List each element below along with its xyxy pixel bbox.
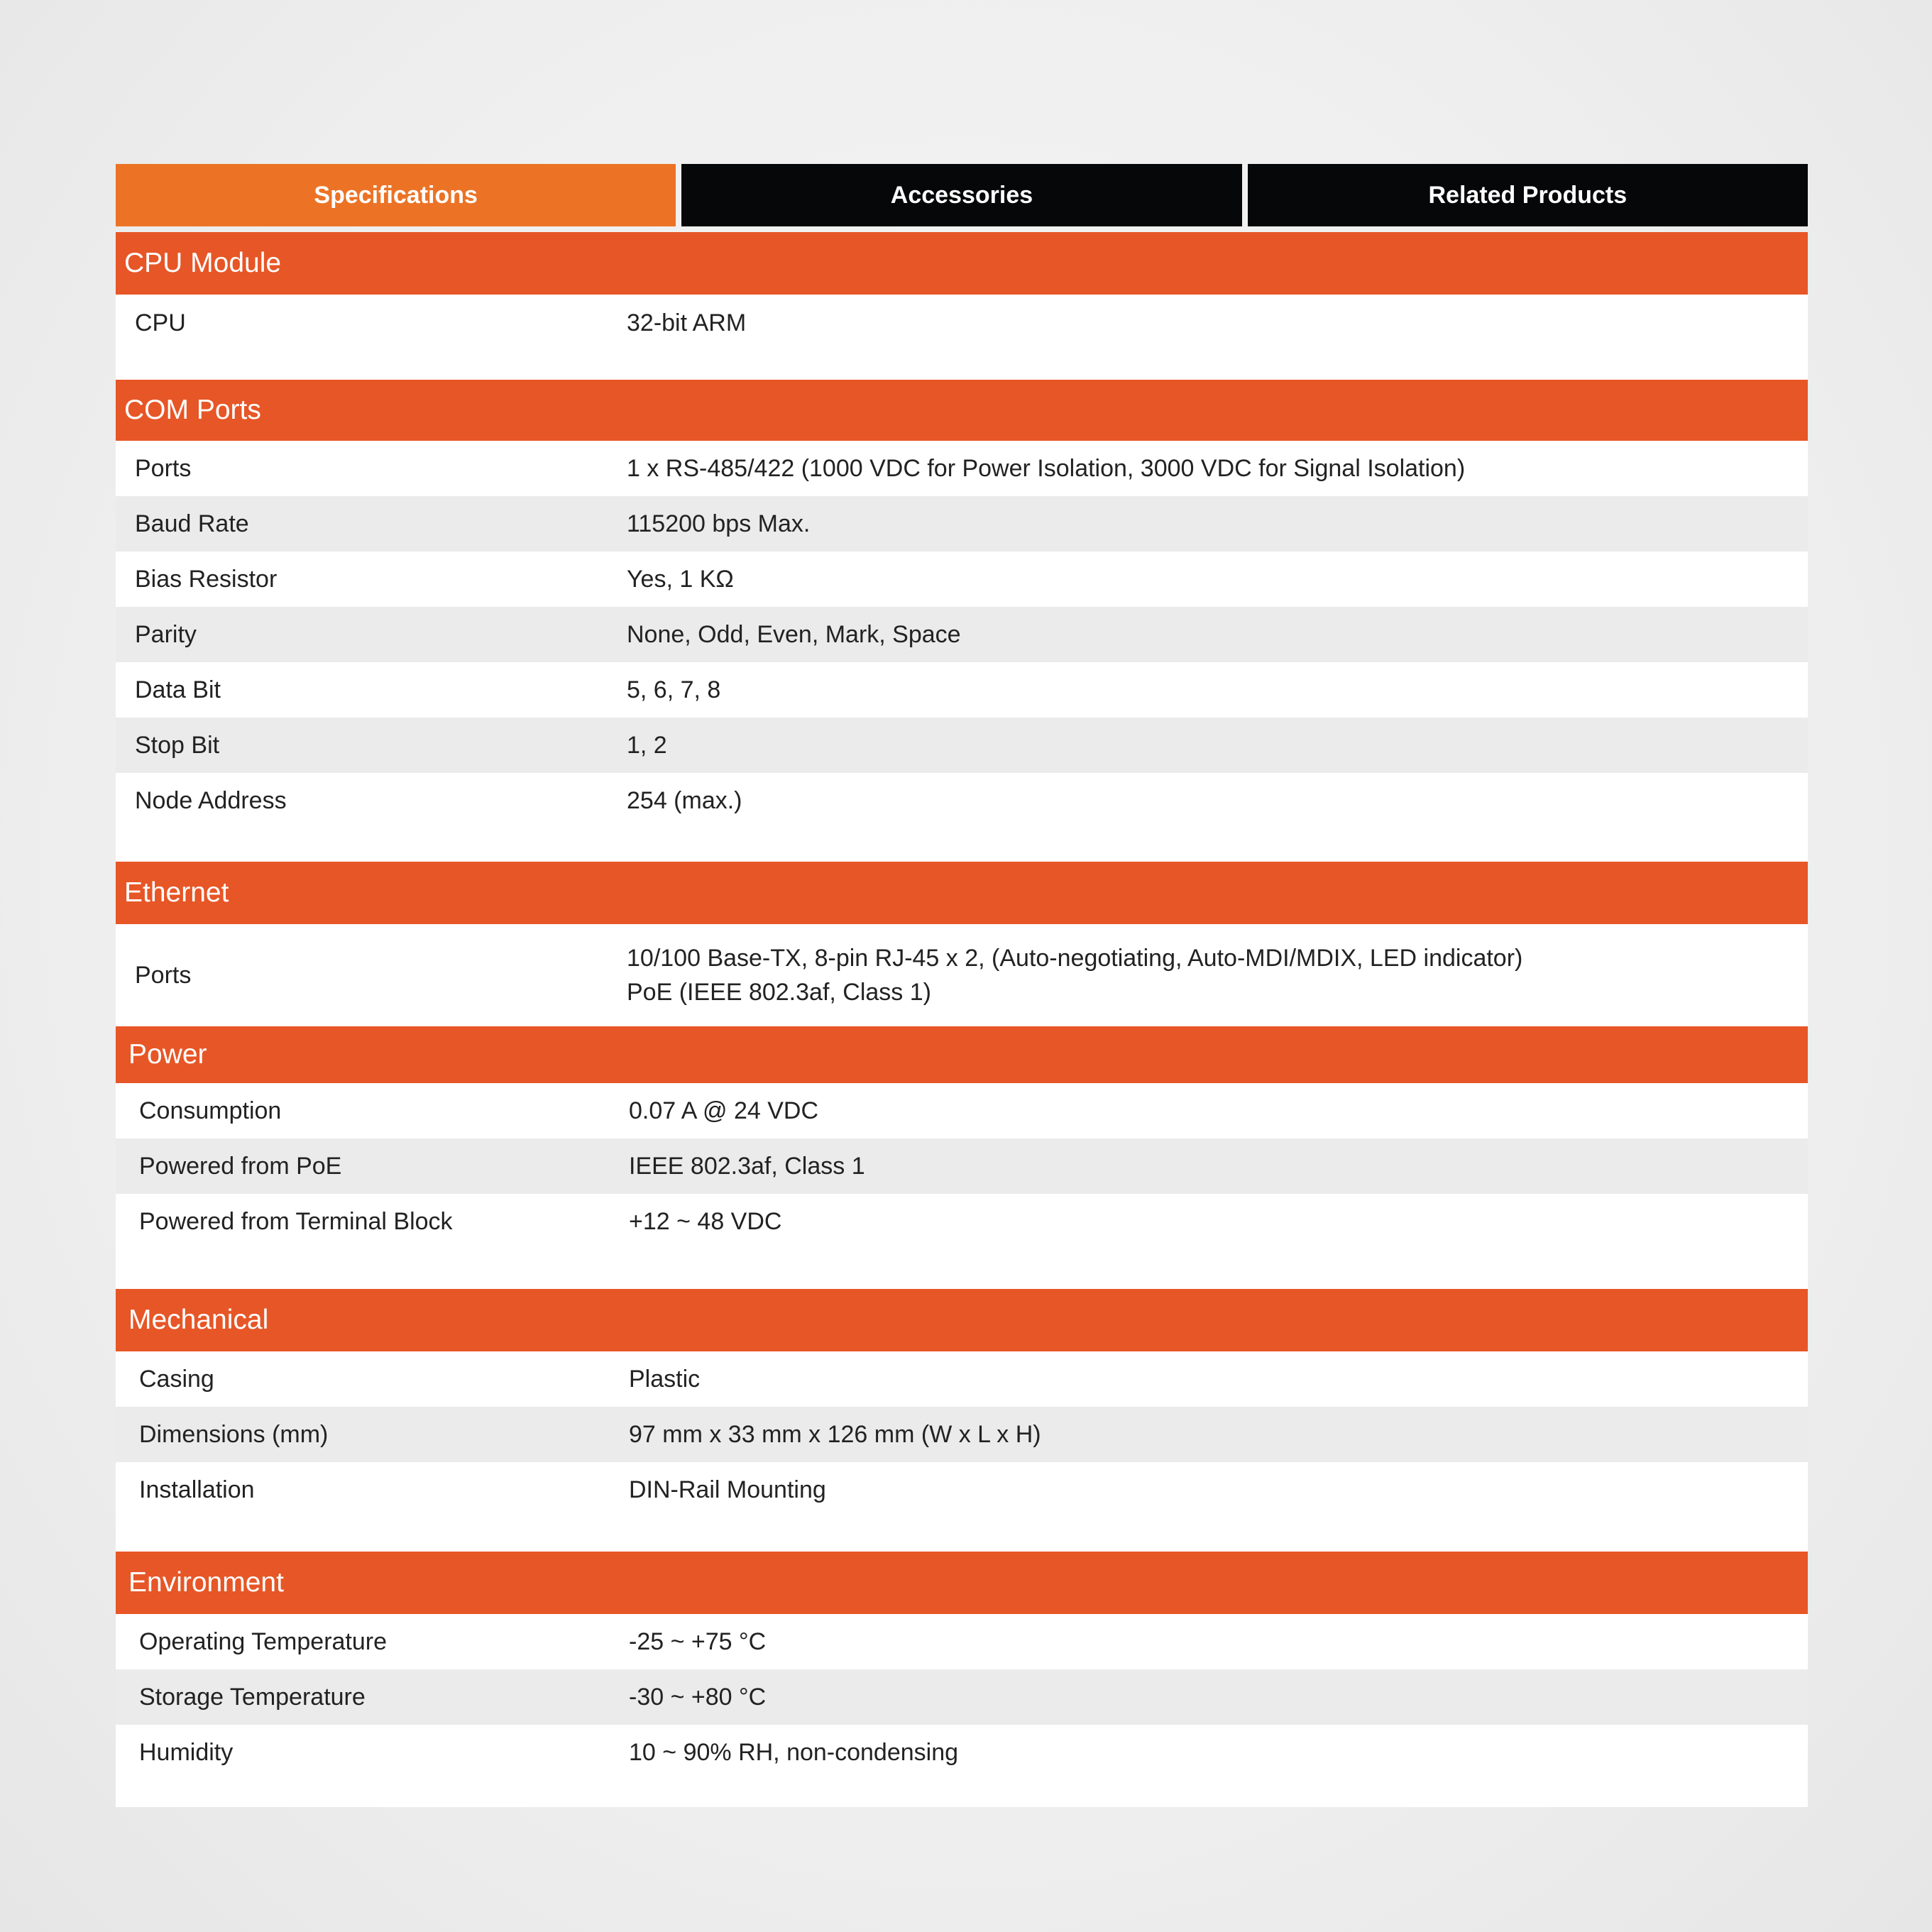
section-header-environment: Environment bbox=[116, 1552, 1808, 1614]
table-row bbox=[116, 1194, 1808, 1249]
row-label: Node Address bbox=[135, 786, 287, 814]
row-value: -25 ~ +75 °C bbox=[629, 1628, 767, 1655]
row-value: 1, 2 bbox=[627, 732, 667, 759]
row-value: IEEE 802.3af, Class 1 bbox=[629, 1153, 865, 1180]
row-value: 32-bit ARM bbox=[627, 309, 747, 336]
row-label: Baud Rate bbox=[135, 510, 249, 537]
row-value: -30 ~ +80 °C bbox=[629, 1684, 767, 1711]
table-row bbox=[116, 295, 1808, 351]
table-row bbox=[116, 1669, 1808, 1725]
row-value: +12 ~ 48 VDC bbox=[629, 1208, 782, 1235]
section-com-ports bbox=[116, 441, 1808, 862]
row-label: Humidity bbox=[139, 1738, 234, 1766]
table-row bbox=[116, 607, 1808, 662]
section-spacer bbox=[116, 351, 1808, 380]
row-value: Plastic bbox=[629, 1366, 701, 1393]
section-cpu-module bbox=[116, 295, 1808, 380]
tab-specifications[interactable]: Specifications bbox=[116, 164, 676, 226]
row-value: 115200 bps Max. bbox=[627, 510, 811, 537]
section-spacer bbox=[116, 1780, 1808, 1807]
row-value-line-1: 10/100 Base-TX, 8-pin RJ-45 x 2, (Auto-negotiating, Auto-MDI/MDIX, LED indicator) bbox=[627, 945, 1523, 972]
table-row bbox=[116, 662, 1808, 718]
row-label: Data Bit bbox=[135, 676, 221, 703]
tab-bar bbox=[116, 164, 1808, 226]
row-label: CPU bbox=[135, 309, 186, 336]
row-value: 10 ~ 90% RH, non-condensing bbox=[629, 1739, 959, 1766]
table-row bbox=[116, 1462, 1808, 1517]
section-power bbox=[116, 1083, 1808, 1289]
row-label: Operating Temperature bbox=[139, 1628, 388, 1655]
row-label: Consumption bbox=[139, 1097, 282, 1124]
table-row bbox=[116, 1614, 1808, 1669]
section-spacer bbox=[116, 1517, 1808, 1552]
section-spacer bbox=[116, 828, 1808, 862]
section-header-mechanical: Mechanical bbox=[116, 1289, 1808, 1351]
table-row bbox=[116, 924, 1808, 1026]
row-label: Storage Temperature bbox=[139, 1683, 366, 1711]
row-value: None, Odd, Even, Mark, Space bbox=[627, 621, 961, 648]
table-row bbox=[116, 1725, 1808, 1780]
row-label: Ports bbox=[135, 454, 192, 482]
section-mechanical bbox=[116, 1351, 1808, 1552]
section-header-power: Power bbox=[116, 1026, 1808, 1083]
table-row bbox=[116, 496, 1808, 551]
row-label: Dimensions (mm) bbox=[139, 1420, 329, 1448]
section-header-com-ports: COM Ports bbox=[116, 380, 1808, 441]
section-ethernet bbox=[116, 924, 1808, 1026]
section-environment bbox=[116, 1614, 1808, 1807]
table-row bbox=[116, 1138, 1808, 1194]
row-value: 254 (max.) bbox=[627, 787, 742, 814]
table-row bbox=[116, 1083, 1808, 1138]
section-spacer bbox=[116, 1249, 1808, 1289]
row-value: 1 x RS-485/422 (1000 VDC for Power Isolation, 3000 VDC for Signal Isolation) bbox=[627, 455, 1466, 482]
row-label: Powered from Terminal Block bbox=[139, 1207, 453, 1235]
row-value: 0.07 A @ 24 VDC bbox=[629, 1097, 819, 1124]
row-value: Yes, 1 KΩ bbox=[627, 566, 734, 593]
table-row bbox=[116, 718, 1808, 773]
table-row bbox=[116, 551, 1808, 607]
row-value: 5, 6, 7, 8 bbox=[627, 676, 721, 703]
section-header-cpu-module: CPU Module bbox=[116, 232, 1808, 295]
tab-accessories[interactable]: Accessories bbox=[681, 164, 1241, 226]
row-label: Casing bbox=[139, 1365, 214, 1393]
row-label: Ports bbox=[135, 961, 192, 989]
table-row bbox=[116, 773, 1808, 828]
row-value bbox=[627, 941, 1808, 1009]
table-row bbox=[116, 1351, 1808, 1407]
table-row bbox=[116, 441, 1808, 496]
row-label: Installation bbox=[139, 1476, 255, 1503]
spec-panel bbox=[116, 164, 1808, 1807]
row-label: Bias Resistor bbox=[135, 565, 278, 593]
row-label: Parity bbox=[135, 620, 197, 648]
table-row bbox=[116, 1407, 1808, 1462]
tab-related-products[interactable]: Related Products bbox=[1248, 164, 1808, 226]
section-header-ethernet: Ethernet bbox=[116, 862, 1808, 924]
row-label: Powered from PoE bbox=[139, 1152, 342, 1180]
row-value: 97 mm x 33 mm x 126 mm (W x L x H) bbox=[629, 1421, 1041, 1448]
row-value-line-2: PoE (IEEE 802.3af, Class 1) bbox=[627, 979, 931, 1006]
row-label: Stop Bit bbox=[135, 731, 220, 759]
row-value: DIN-Rail Mounting bbox=[629, 1476, 826, 1503]
